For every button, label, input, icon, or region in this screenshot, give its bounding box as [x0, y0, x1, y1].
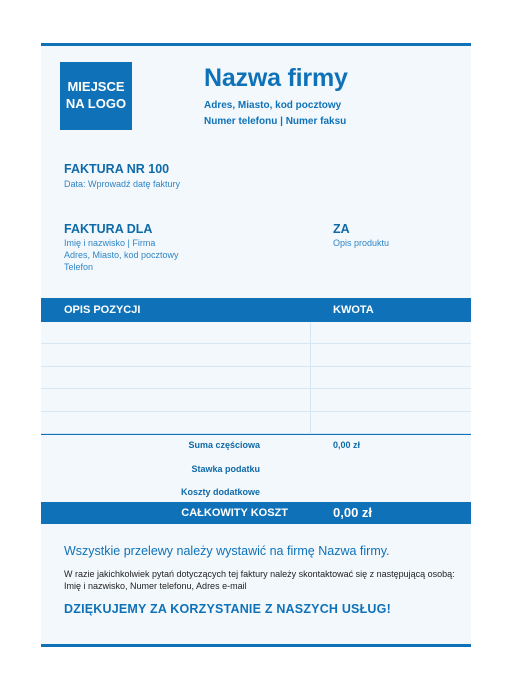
company-phone-fax: Numer telefonu | Numer faksu — [204, 116, 347, 127]
payable-note: Wszystkie przelewy należy wystawić na firmę Nazwa firmy. — [64, 544, 390, 558]
bill-to-phone: Telefon — [64, 262, 94, 272]
total-label: CAŁKOWITY KOSZT — [181, 507, 288, 519]
for-heading: ZA — [333, 222, 350, 236]
bill-to-name: Imię i nazwisko | Firma — [64, 238, 156, 248]
contact-line-2: Imię i nazwisko, Numer telefonu, Adres e-mail — [64, 581, 247, 591]
logo-placeholder[interactable] — [60, 62, 132, 130]
invoice-page — [41, 43, 471, 647]
company-address: Adres, Miasto, kod pocztowy — [204, 100, 342, 111]
for-description: Opis produktu — [333, 238, 390, 248]
subtotal-value: 0,00 zł — [333, 440, 361, 450]
column-divider — [310, 367, 311, 388]
column-divider — [310, 344, 311, 365]
bill-to-heading: FAKTURA DLA — [64, 222, 153, 236]
column-divider — [310, 412, 311, 433]
bill-to-address: Adres, Miasto, kod pocztowy — [64, 250, 179, 260]
tax-label: Stawka podatku — [191, 464, 260, 474]
extra-costs-label: Koszty dodatkowe — [180, 487, 260, 497]
subtotal-label: Suma częściowa — [188, 440, 260, 450]
table-header — [41, 298, 471, 322]
column-divider — [310, 322, 311, 343]
table-bottom-rule — [41, 434, 471, 435]
thank-you-message: DZIĘKUJEMY ZA KORZYSTANIE Z NASZYCH USŁUG! — [64, 602, 391, 616]
table-body — [41, 322, 471, 434]
column-divider — [310, 389, 311, 410]
table-row[interactable] — [41, 367, 471, 389]
table-row[interactable] — [41, 412, 471, 434]
company-name: Nazwa firmy — [204, 64, 348, 92]
table-row[interactable] — [41, 344, 471, 366]
table-row[interactable] — [41, 389, 471, 411]
column-header-amount: KWOTA — [333, 304, 374, 316]
logo-line-2: NA LOGO — [65, 96, 127, 111]
total-bar — [41, 502, 471, 524]
invoice-number: FAKTURA NR 100 — [64, 162, 170, 176]
contact-note — [64, 568, 464, 592]
logo-line-1: MIEJSCE — [67, 79, 125, 94]
total-value: 0,00 zł — [333, 505, 373, 520]
contact-line-1: W razie jakichkolwiek pytań dotyczących tej faktury należy skontaktować się z następującą osobą: — [64, 569, 455, 579]
column-header-description: OPIS POZYCJI — [64, 304, 141, 316]
invoice-date: Data: Wprowadź datę faktury — [64, 179, 181, 189]
table-row[interactable] — [41, 322, 471, 344]
